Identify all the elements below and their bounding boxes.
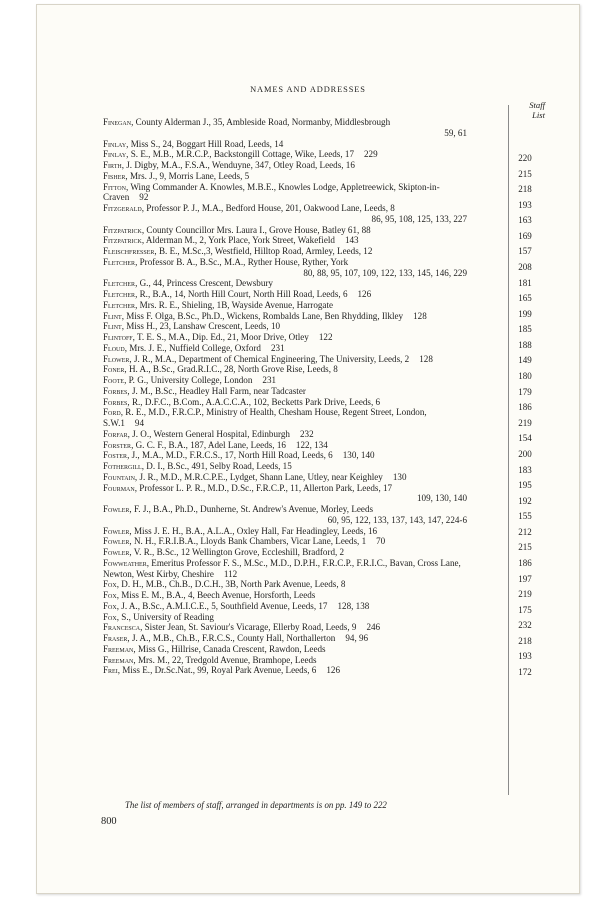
document-page [36, 4, 580, 894]
entry-details: , County Alderman J., 35, Ambleside Road, Normanby, Middlesbrough [131, 117, 391, 127]
entry-surname: Freeman [103, 643, 134, 654]
entry-page-refs: 246 [366, 622, 381, 633]
staff-heading-line-2: List [532, 109, 545, 120]
entry-surname: Fothergill [103, 461, 142, 471]
staff-list-number: 179 [518, 386, 532, 397]
name-entry [103, 590, 539, 601]
entry-details: , R., D.F.C., B.Com., A.A.C.C.A., 102, Becketts Park Drive, Leeds, 6 [127, 396, 381, 407]
entry-page-refs: 86, 95, 108, 125, 133, 227 [371, 213, 467, 224]
staff-list-number: 180 [518, 371, 532, 382]
entry-surname: Fountain [103, 471, 135, 482]
entry-page-refs: 128 [413, 310, 427, 321]
entries-list [103, 117, 539, 676]
entry-page-refs: 109, 130, 140 [416, 493, 467, 504]
entry-details: , Professor L. P. R., M.D., D.Sc., F.R.C.P., 11, Allerton Park, Leeds, 17 [134, 482, 393, 493]
staff-list-number: 219 [518, 417, 532, 428]
entry-details: , Professor B. A., B.Sc., M.A., Ryther House, Ryther, York [135, 256, 349, 267]
name-entry [103, 168, 539, 182]
name-entry [103, 375, 539, 386]
staff-heading-line-1: Staff [529, 100, 545, 110]
entry-details: , D. I., B.Sc., 491, Selby Road, Leeds, 15 [141, 461, 292, 471]
entry-surname: Firth [103, 160, 122, 170]
staff-list-number: 195 [518, 480, 532, 491]
name-entry [103, 536, 539, 547]
staff-list-number: 154 [518, 433, 532, 444]
entry-details: , Mrs. J., 9, Morris Lane, Leeds, 5 [125, 170, 250, 181]
entry-surname: Forfar [103, 428, 128, 439]
entry-surname: Fraser [103, 633, 128, 643]
entry-details: , Miss G., Hillrise, Canada Crescent, Rawdon, Leeds [133, 643, 326, 654]
entry-surname: Fox [103, 590, 117, 600]
name-entry [103, 308, 539, 322]
staff-list-number: 186 [518, 402, 532, 413]
entry-page-refs: 60, 95, 122, 133, 137, 143, 147, 224-6 [327, 514, 467, 525]
entry-surname: Fletcher [103, 256, 136, 267]
entry-details: , S., University of Reading [116, 611, 214, 622]
entry-details: , Sister Jean, St. Saviour's Vicarage, Ellerby Road, Leeds, 9 [140, 622, 357, 633]
name-entry [103, 397, 539, 408]
name-entry [103, 149, 539, 160]
entry-page-refs: 231 [270, 342, 285, 353]
entry-details: , J. M., B.Sc., Headley Hall Farm, near Tadcaster [127, 385, 306, 396]
entry-surname: Francesca [103, 622, 141, 633]
entry-surname: Finlay [103, 149, 127, 160]
entry-surname: Floud [103, 342, 125, 353]
staff-list-number: 232 [518, 620, 532, 631]
entry-details: , J. R., M.D., M.R.C.P.E., Lydget, Shann Lane, Utley, near Keighley [134, 471, 383, 482]
entry-page-refs: 92 [139, 192, 149, 203]
name-entry [103, 257, 539, 279]
entry-details: , Miss F. Olga, B.Sc., Ph.D., Wickens, Rombalds Lane, Ben Rhydding, Ilkley [121, 310, 404, 321]
entry-surname: Fletcher [103, 278, 136, 289]
staff-list-number: 155 [518, 511, 532, 522]
entry-page-refs: 122, 134 [295, 439, 328, 450]
page-number: 800 [101, 816, 117, 827]
entry-details: , Alderman M., 2, York Place, York Street, Wakefield [141, 235, 335, 246]
entry-surname: Fowler [103, 525, 130, 536]
entry-surname: Fitton [103, 181, 126, 192]
entry-page-refs: 130 [392, 471, 407, 482]
entry-surname: Fox [103, 611, 117, 622]
staff-list-number: 172 [518, 667, 532, 677]
entry-surname: Fourman [103, 482, 135, 493]
name-entry [103, 117, 539, 139]
staff-list-number: 208 [518, 262, 532, 273]
entry-details: , Miss J. E. H., B.A., A.L.A., Oxley Hall, Far Headingley, Leeds, 16 [129, 525, 378, 536]
name-entry [103, 160, 539, 171]
entry-details: , J. Digby, M.A., F.S.A., Wenduyne, 347, Otley Road, Leeds, 16 [121, 160, 355, 170]
name-entry [103, 386, 539, 397]
name-entry [103, 407, 539, 429]
entry-surname: Fletcher [103, 299, 136, 310]
entry-page-refs: 128, 138 [337, 600, 370, 611]
entry-details: , Mrs. M., 22, Tredgold Avenue, Bramhope, Leeds [133, 654, 317, 665]
entry-page-refs: 143 [344, 235, 359, 246]
entry-details: , Miss E. M., B.A., 4, Beech Avenue, Horsforth, Leeds [116, 590, 316, 600]
entry-surname: Forster [103, 439, 132, 450]
staff-list-number: 181 [518, 277, 532, 288]
name-entry [103, 289, 539, 300]
staff-list-number: 215 [518, 542, 532, 553]
entry-details: , B. E., M.Sc.,3, Westfield, Hilltop Road, Armley, Leeds, 12 [154, 246, 373, 256]
staff-list-number: 186 [518, 557, 532, 568]
entry-details: , J. R., M.A., Department of Chemical Engineering, The University, Leeds, 2 [129, 353, 410, 364]
entry-surname: Foote [103, 375, 125, 385]
entry-page-refs: 126 [326, 665, 340, 676]
entry-surname: Fowler [103, 536, 130, 547]
entry-page-refs: 231 [262, 375, 277, 385]
staff-list-number: 199 [518, 308, 532, 319]
name-entry [103, 461, 539, 472]
staff-list-number: 193 [518, 199, 532, 210]
staff-list-number: 215 [518, 168, 532, 179]
entry-details: , Miss H., 23, Lanshaw Crescent, Leeds, 10 [121, 321, 281, 332]
entry-details: , T. E. S., M.A., Dip. Ed., 21, Moor Drive, Otley [132, 332, 309, 342]
entry-details: , Miss E., Dr.Sc.Nat., 99, Royal Park Avenue, Leeds, 6 [117, 665, 317, 676]
staff-list-number: 193 [518, 651, 532, 662]
entry-details: , Miss S., 24, Boggart Hill Road, Leeds, 14 [126, 138, 284, 149]
staff-list-number: 192 [518, 495, 532, 506]
staff-list-number: 183 [518, 464, 532, 475]
entry-details: , P. G., University College, London [124, 375, 253, 385]
name-entry [103, 429, 539, 440]
entry-surname: Fowweather [103, 557, 147, 568]
entry-surname: Finlay [103, 138, 127, 149]
staff-list-number: 212 [518, 526, 532, 537]
staff-list-number: 149 [518, 355, 532, 366]
entry-page-refs: 128 [419, 353, 433, 364]
name-entry [103, 579, 539, 590]
entry-surname: Fitzpatrick [103, 224, 142, 235]
name-entry [103, 612, 539, 623]
entry-surname: Fox [103, 600, 117, 611]
name-entry [103, 139, 539, 150]
entry-details: , H. A., B.Sc., Grad.R.I.C., 28, North Grove Rise, Leeds, 8 [124, 364, 338, 375]
staff-list-number: 219 [518, 589, 532, 600]
entry-surname: Fletcher [103, 289, 136, 299]
entry-surname: Frei [103, 665, 118, 676]
entry-page-refs: 94 [134, 418, 144, 428]
entry-details: , Professor P. J., M.A., Bedford House, 201, Oakwood Lane, Leeds, 8 [141, 203, 395, 213]
entry-details: , G. C. F., B.A., 187, Adel Lane, Leeds, 16 [131, 439, 286, 450]
entry-details: , S. E., M.B., M.R.C.P., Backstongill Cottage, Wike, Leeds, 17 [126, 149, 354, 160]
name-entry [103, 483, 539, 505]
entry-details: , J. A., M.B., Ch.B., F.R.C.S., County Hall, Northallerton [127, 633, 336, 643]
entry-page-refs: 112 [223, 568, 238, 579]
entry-details: , F. J., B.A., Ph.D., Dunherne, St. Andrew's Avenue, Morley, Leeds [129, 504, 374, 514]
entry-details: , N. H., F.R.I.B.A., Lloyds Bank Chambers, Vicar Lane, Leeds, 1 [129, 536, 367, 547]
name-entry [103, 246, 539, 257]
entry-surname: Flintoff [103, 332, 133, 342]
name-entry [103, 321, 539, 335]
name-entry [103, 182, 539, 204]
entry-page-refs: 229 [364, 149, 378, 160]
entry-surname: Ford [103, 407, 121, 418]
entry-details: , Wing Commander A. Knowles, M.B.E., Knowles Lodge, Appletreewick, Skipton-in-Craven [103, 181, 440, 203]
entry-surname: Fisher [103, 170, 126, 181]
name-entry [103, 332, 539, 343]
staff-list-number: 169 [518, 230, 532, 241]
entry-details: , Mrs. R. E., Shieling, 1B, Wayside Avenue, Harrogate [135, 299, 334, 310]
name-entry [103, 235, 539, 246]
entry-surname: Forbes [103, 396, 128, 407]
name-entry [103, 504, 539, 526]
entry-details: , J., M.A., M.D., F.R.C.S., 17, North Hill Road, Leeds, 6 [127, 450, 333, 461]
name-entry [103, 472, 539, 483]
entry-surname: Flint [103, 310, 122, 321]
name-entry [103, 300, 539, 311]
entry-details: , Emeritus Professor F. S., M.Sc., M.D., D.P.H., F.R.C.P., F.R.I.C., Bavan, Cross Lane, Newton, West Kirby, Cheshire [103, 557, 461, 579]
name-entry [103, 526, 539, 537]
entry-page-refs: 122 [318, 332, 333, 342]
entry-page-refs: 70 [376, 536, 386, 547]
entry-surname: Fowler [103, 547, 130, 557]
name-entry [103, 440, 539, 451]
entry-details: , D. H., M.B., Ch.B., D.C.H., 3B, North Park Avenue, Leeds, 8 [116, 579, 346, 590]
staff-list-number: 163 [518, 215, 532, 226]
entry-surname: Finegan [103, 117, 132, 127]
page-header: NAMES AND ADDRESSES [250, 85, 366, 94]
entry-surname: Flint [103, 321, 122, 332]
entry-details: , J. O., Western General Hospital, Edinburgh [127, 428, 290, 439]
entry-surname: Forbes [103, 385, 128, 396]
name-entry [103, 655, 539, 666]
staff-list-number: 185 [518, 324, 532, 335]
entry-page-refs: 94, 96 [345, 633, 369, 643]
entry-surname: Fowler [103, 504, 130, 514]
name-entry [103, 633, 539, 644]
footnote: The list of members of staff, arranged in departments is on pp. 149 to 222 [125, 800, 387, 810]
name-entry [103, 644, 539, 655]
entry-surname: Freeman [103, 654, 134, 665]
entry-details: , Mrs. J. E., Nuffield College, Oxford [124, 342, 261, 353]
name-entry [103, 601, 539, 612]
name-entry [103, 558, 539, 580]
name-entry [103, 364, 539, 375]
entry-surname: Fox [103, 579, 117, 590]
staff-list-number: 200 [518, 448, 532, 459]
name-entry [103, 450, 539, 461]
entry-details: , County Councillor Mrs. Laura I., Grove House, Batley 61, 88 [141, 224, 371, 235]
entry-page-refs: 59, 61 [444, 127, 467, 138]
entry-page-refs: 126 [357, 289, 372, 299]
entry-surname: Foster [103, 450, 128, 461]
staff-list-number: 165 [518, 293, 532, 304]
staff-list-number: 188 [518, 339, 532, 350]
staff-list-number: 218 [518, 184, 532, 195]
name-entry [103, 225, 539, 236]
name-entry [103, 354, 539, 365]
staff-list-number: 175 [518, 604, 532, 615]
entry-page-refs: 130, 140 [342, 450, 375, 461]
entry-details: , V. R., B.Sc., 12 Wellington Grove, Eccleshill, Bradford, 2 [129, 547, 345, 557]
name-entry [103, 622, 539, 633]
name-entry [103, 343, 539, 354]
entry-page-refs: 232 [299, 428, 314, 439]
staff-list-number: 220 [518, 153, 532, 163]
name-entry [103, 547, 539, 558]
staff-list-number: 197 [518, 573, 532, 584]
staff-list-number: 157 [518, 246, 532, 257]
entry-details: , G., 44, Princess Crescent, Dewsbury [135, 278, 273, 289]
name-entry [103, 203, 539, 225]
staff-list-number: 218 [518, 635, 532, 646]
entry-details: , R., B.A., 14, North Hill Court, North Hill Road, Leeds, 6 [135, 289, 348, 299]
entry-surname: Fitzgerald [103, 203, 142, 213]
name-entry [103, 278, 539, 289]
entry-surname: Fleischfresser [103, 246, 155, 256]
entry-surname: Foner [103, 364, 125, 375]
entry-details: , R. E., M.D., F.R.C.P., Ministry of Health, Chesham House, Regent Street, London, S.W.1 [103, 407, 427, 428]
entry-page-refs: 80, 88, 95, 107, 109, 122, 133, 145, 146, 229 [303, 267, 467, 278]
entry-details: , J. A., B.Sc., A.M.I.C.E., 5, Southfield Avenue, Leeds, 17 [116, 600, 328, 611]
entry-surname: Flower [103, 353, 130, 364]
entry-surname: Fitzpatrick [103, 235, 142, 246]
name-entry [103, 665, 539, 676]
